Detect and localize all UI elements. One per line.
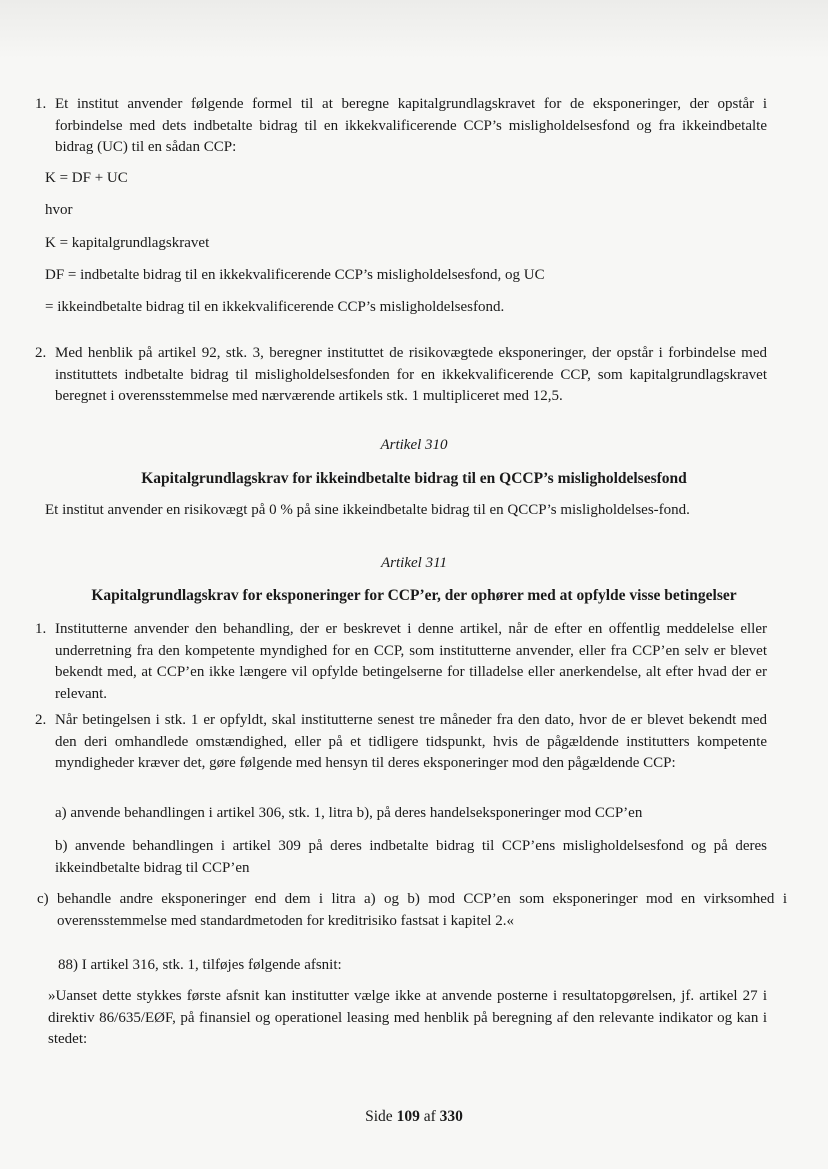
sub-item-c: c) behandle andre eksponeringer end dem i litra a) og b) mod CCP’en som eksponeringer mod en virksomhed i overensstemmelse med standardmetoden for kreditrisiko fastsat i kapitel 2.« [37,891,787,929]
article-310-label: Artikel 310 [380,437,448,453]
sub-item-b: b) anvende behandlingen i artikel 309 på deres indbetalte bidrag til CCP’ens misligholdelsesfond og på deres ikkeindbetalte bidrag til CCP’en [55,838,767,876]
sub-item-a: a) anvende behandlingen i artikel 306, stk. 1, litra b), på deres handelseksponeringer mod CCP’en [55,805,643,821]
page-footer [0,1106,828,1128]
amendment-88-intro: 88) I artikel 316, stk. 1, tilføjes følgende afsnit: [58,957,342,973]
definition-df: DF = indbetalte bidrag til en ikkekvalificerende CCP’s misligholdelsesfond, og UC [45,267,545,283]
formula: K = DF + UC [45,170,128,186]
paragraph-formula-intro: Et institut anvender følgende formel til at beregne kapitalgrundlagskravet for de eksponeringer, der opstår i forbindelse med dets indbetalte bidrag til en ikkekvalificerende CCP’s misligholdelsesfond og fra ikkeindbetalte bidrag (UC) til en sådan CCP: [55,96,767,155]
article-310-text: Et institut anvender en risikovægt på 0 % på sine ikkeindbetalte bidrag til en QCCP’s misligholdelses-fond. [45,502,690,518]
footer-middle: af [423,1108,436,1125]
footer-page-number: 109 [396,1108,420,1125]
list-number: 2. [35,712,47,728]
list-number: 1. [35,96,47,112]
paragraph-risk-weighted: Med henblik på artikel 92, stk. 3, beregner instituttet de risikovægtede eksponeringer, der opstår i forbindelse med instituttets indbetalte bidrag til misligholdelsesfonden for en ikkekvalificerende CCP, som kapitalgrundlagskravet beregnet i overensstemmelse med nærværende artikels stk. 1 multipliceret med 12,5. [55,345,767,404]
definition-k: K = kapitalgrundlagskravet [45,235,210,251]
amendment-88-text: »Uanset dette stykkes første afsnit kan institutter vælge ikke at anvende posterne i resultatopgørelsen, jf. artikel 27 i direktiv 86/635/EØF, på finansiel og operationel leasing med henblik på beregning af den relevante indikator og kan i stedet: [48,988,767,1047]
hvor-label: hvor [45,202,73,218]
footer-prefix: Side [365,1108,393,1125]
article-311-item-2: Når betingelsen i stk. 1 er opfyldt, skal institutterne senest tre måneder fra den dato, hvor de er blevet bekendt med den deri omhandlede omstændighed, eller på et tidligere tidspunkt, hvis de pågældende institutters kompetente myndigheder kræver det, gøre følgende med hensyn til deres eksponeringer mod den pågældende CCP: [55,712,767,771]
list-number: 1. [35,621,47,637]
article-310-title: Kapitalgrundlagskrav for ikkeindbetalte bidrag til en QCCP’s misligholdelsesfond [141,470,687,487]
article-311-title: Kapitalgrundlagskrav for eksponeringer for CCP’er, der ophører med at opfylde visse betingelser [91,587,737,604]
article-311-item-1: Institutterne anvender den behandling, der er beskrevet i denne artikel, når de efter en offentlig meddelelse eller underretning fra den kompetente myndighed for en CCP, som institutterne anvender, eller fra CCP’en selv er blevet bekendt med, at CCP’en ikke længere vil opfylde betingelserne for tilladelse eller anerkendelse, alt efter hvad der er relevant. [55,621,767,702]
definition-uc: = ikkeindbetalte bidrag til en ikkekvalificerende CCP’s misligholdelsesfond. [45,299,505,315]
footer-total-pages: 330 [439,1108,463,1125]
article-311-label: Artikel 311 [381,555,447,571]
list-number: 2. [35,345,47,361]
scan-top-band [0,0,828,58]
